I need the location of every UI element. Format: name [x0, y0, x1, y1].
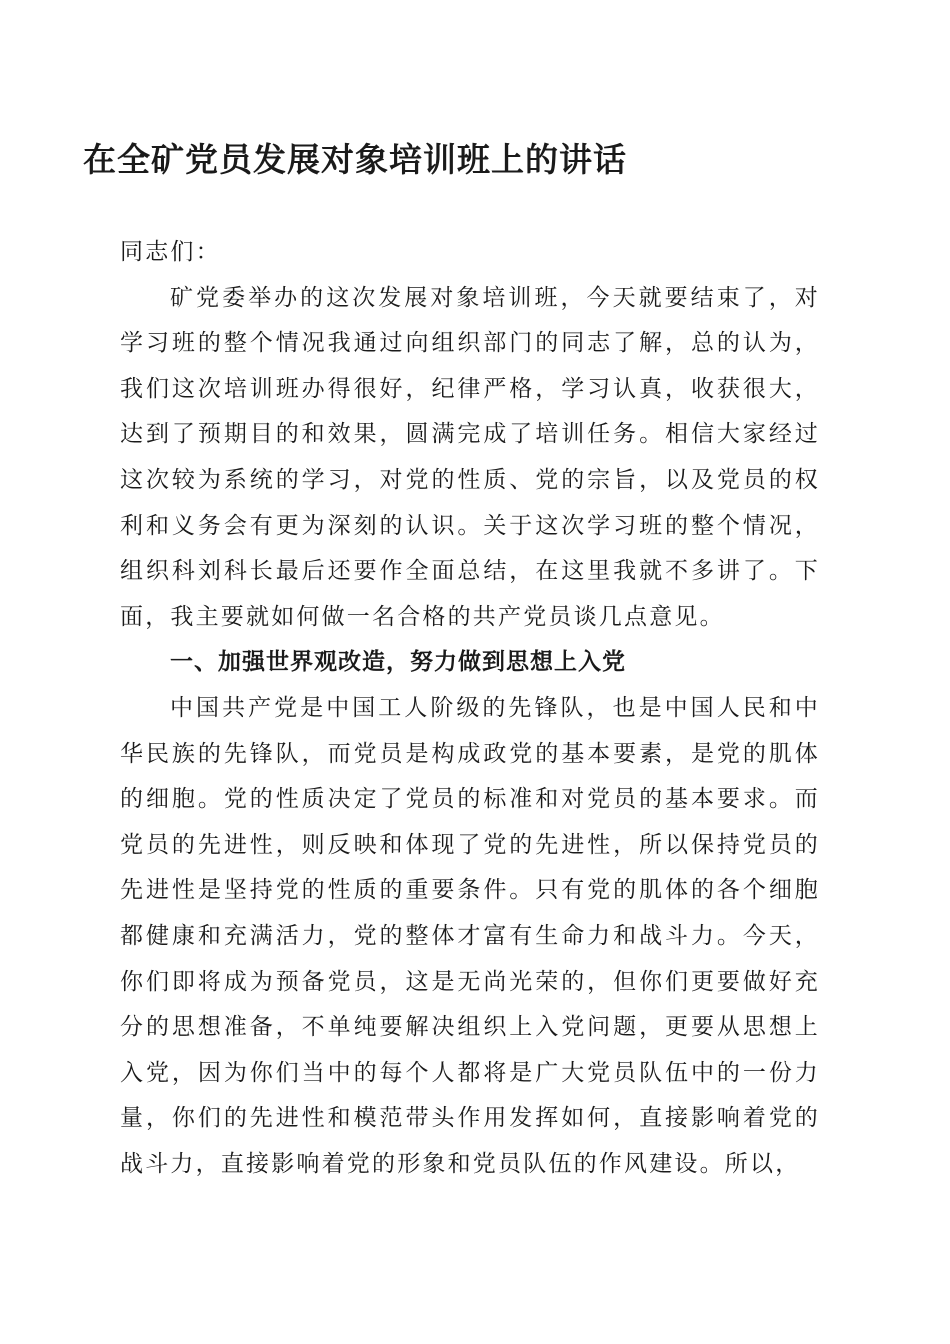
paragraph-intro: 矿党委举办的这次发展对象培训班，今天就要结束了，对学习班的整个情况我通过向组织部门的同志了解，总的认为，我们这次培训班办得很好，纪律严格，学习认真，收获很大，达到了预期目的和效果，圆满完成了培训任务。相信大家经过这次较为系统的学习，对党的性质、党的宗旨，以及党员的权利和义务会有更为深刻的认识。关于这次学习班的整个情况，组织科刘科长最后还要作全面总结，在这里我就不多讲了。下面，我主要就如何做一名合格的共产党员谈几点意见。: [120, 284, 820, 630]
salutation: 同志们：: [120, 239, 221, 265]
paragraph-section-1: 中国共产党是中国工人阶级的先锋队，也是中国人民和中华民族的先锋队，而党员是构成政党的基本要素，是党的肌体的细胞。党的性质决定了党员的标准和对党员的基本要求。而党员的先进性，则反映和体现了党的先进性，所以保持党员的先进性是坚持党的性质的重要条件。只有党的肌体的各个细胞都健康和充满活力，党的整体才富有生命力和战斗力。今天，你们即将成为预备党员，这是无尚光荣的，但你们更要做好充分的思想准备，不单纯要解决组织上入党问题，更要从思想上入党，因为你们当中的每个人都将是广大党员队伍中的一份力量，你们的先进性和模范带头作用发挥如何，直接影响着党的战斗力，直接影响着党的形象和党员队伍的作风建设。所以，: [120, 694, 820, 1177]
section-heading-1: 一、加强世界观改造，努力做到思想上入党: [170, 649, 626, 676]
document-body: [120, 230, 820, 1187]
document-title: 在全矿党员发展对象培训班上的讲话: [83, 140, 627, 179]
